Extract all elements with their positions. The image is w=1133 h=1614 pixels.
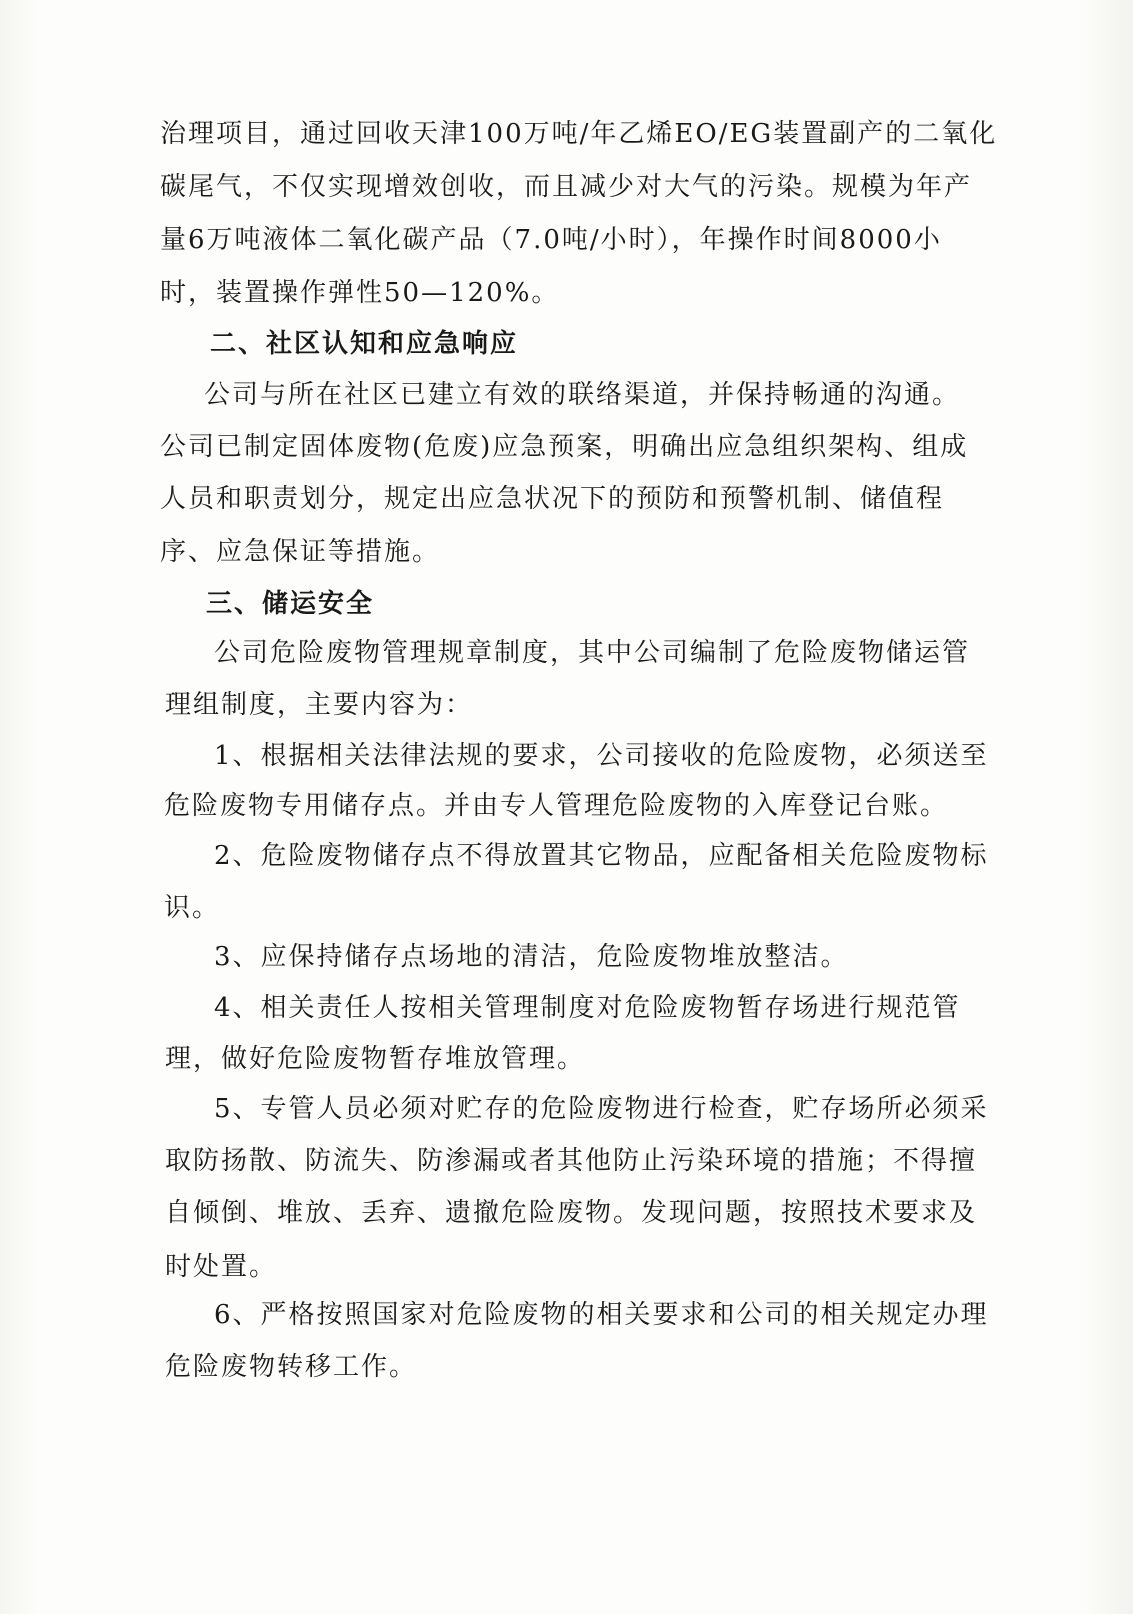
list-item-line: 2、危险废物储存点不得放置其它物品，应配备相关危险废物标 [214,841,989,871]
list-item-line: 4、相关责任人按相关管理制度对危险废物暂存场进行规范管 [214,993,961,1023]
list-item-line: 理，做好危险废物暂存堆放管理。 [165,1044,586,1074]
list-item-line: 6、严格按照国家对危险废物的相关要求和公司的相关规定办理 [214,1300,989,1330]
section-heading: 三、储运安全 [206,589,375,619]
paragraph-line: 时，装置操作弹性50—120%。 [160,278,560,308]
paragraph-line: 公司与所在社区已建立有效的联络渠道，并保持畅通的沟通。 [204,380,961,410]
paragraph-line: 公司已制定固体废物(危废)应急预案，明确出应急组织架构、组成 [160,432,969,462]
list-item-line: 取防扬散、防流失、防渗漏或者其他防止污染环境的措施；不得擅 [165,1146,978,1176]
list-item-line: 5、专管人员必须对贮存的危险废物进行检查，贮存场所必须采 [214,1094,989,1124]
paragraph-line: 碳尾气，不仅实现增效创收，而且减少对大气的污染。规模为年产 [160,172,973,202]
list-item-line: 识。 [164,893,221,923]
paragraph-line: 人员和职责划分，规定出应急状况下的预防和预警机制、储值程 [160,484,945,514]
paragraph-line: 序、应急保证等措施。 [160,537,441,567]
list-item-line: 自倾倒、堆放、丢弃、遗撤危险废物。发现问题，按照技术要求及 [165,1198,978,1228]
list-item-line: 危险废物转移工作。 [165,1352,418,1382]
paragraph-line: 治理项目，通过回收天津100万吨/年乙烯EO/EG装置副产的二氧化 [160,119,998,149]
list-item-line: 危险废物专用储存点。并由专人管理危险废物的入库登记台账。 [164,791,949,821]
list-item-line: 时处置。 [165,1252,278,1282]
list-item-line: 1、根据相关法律法规的要求，公司接收的危险废物，必须送至 [214,741,989,771]
list-item-line: 3、应保持储存点场地的清洁，危险废物堆放整洁。 [214,942,849,972]
paragraph-line: 公司危险废物管理规章制度，其中公司编制了危险废物储运管 [214,638,971,668]
paragraph-line: 量6万吨液体二氧化碳产品（7.0吨/小时），年操作时间8000小 [160,225,942,255]
section-heading: 二、社区认知和应急响应 [210,329,519,359]
paragraph-line: 理组制度，主要内容为： [165,690,474,720]
